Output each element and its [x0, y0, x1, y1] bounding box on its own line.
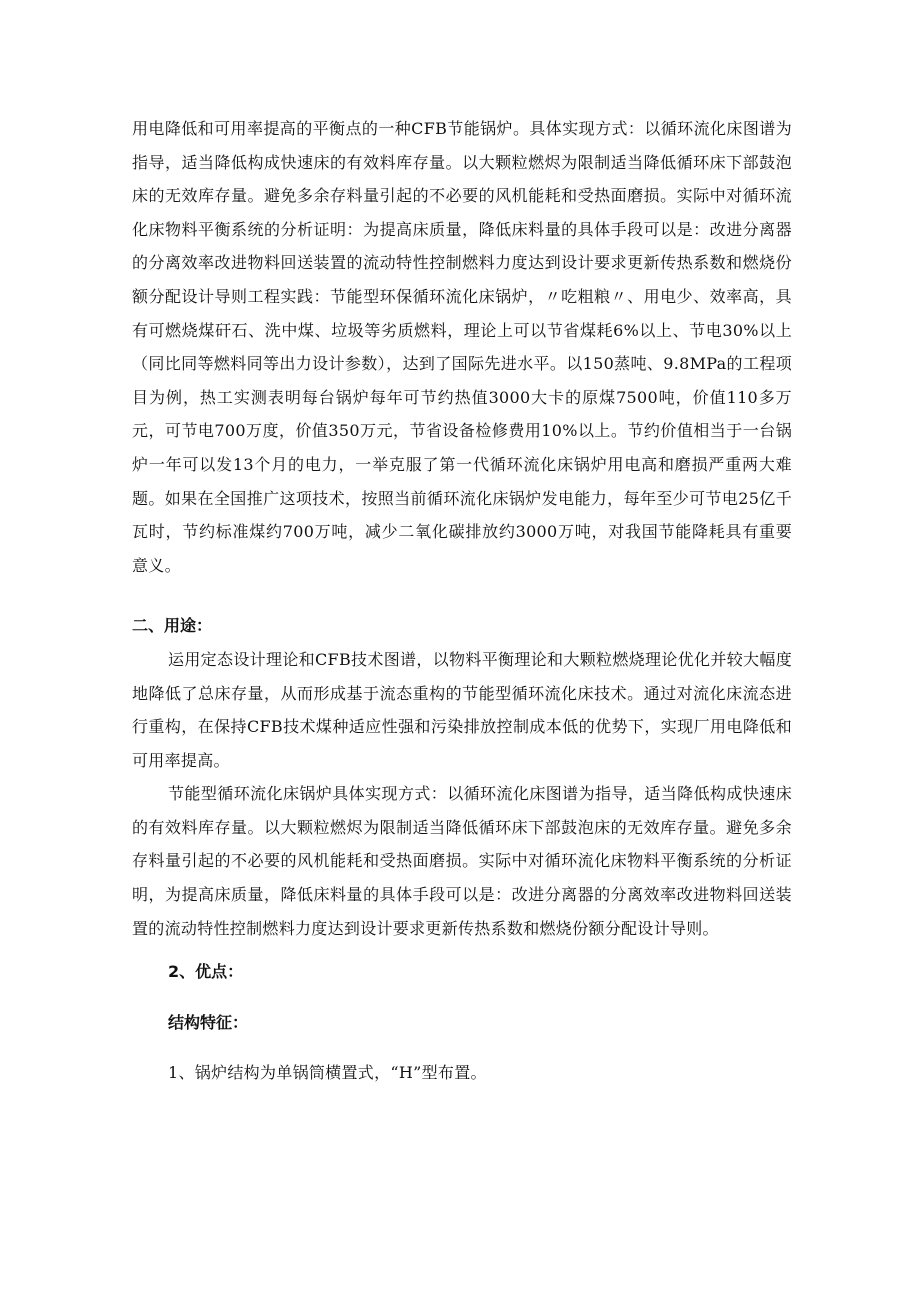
usage-paragraph-2: 节能型循环流化床锅炉具体实现方式：以循环流化床图谱为指导，适当降低构成快速床的有效料库存量。以大颗粒燃烬为限制适当降低循环床下部鼓泡床的无效库存量。避免多余存料量引起的不必要的风机能耗和受热面磨损。实际中对循环流化床物料平衡系统的分析证明，为提高床质量，降低床料量的具体手段可以是：改进分离器的分离效率改进物料回送装置的流动特性控制燃料力度达到设计要求更新传热系数和燃烧份额分配设计导则。 — [132, 784, 792, 938]
usage-paragraph-1: 运用定态设计理论和CFB技术图谱，以物料平衡理论和大颗粒燃烧理论优化并较大幅度地降低了总床存量，从而形成基于流态重构的节能型循环流化床技术。通过对流化床流态进行重构，在保持CFB技术煤种适应性强和污染排放控制成本低的优势下，实现厂用电降低和可用率提高。 — [132, 649, 792, 770]
advantages-heading: 2、优点： — [168, 962, 244, 982]
section-heading-usage: 二、用途： — [132, 616, 213, 636]
document-body — [132, 112, 792, 1090]
structure-item-1: 1、锅炉结构为单锅筒横置式，“H”型布置。 — [168, 1063, 487, 1083]
structure-heading: 结构特征： — [168, 1012, 249, 1032]
intro-paragraph: 用电降低和可用率提高的平衡点的一种CFB节能锅炉。具体实现方式：以循环流化床图谱为指导，适当降低构成快速床的有效料库存量。以大颗粒燃烬为限制适当降低循环床下部鼓泡床的无效库存量。避免多余存料量引起的不必要的风机能耗和受热面磨损。实际中对循环流化床物料平衡系统的分析证明：为提高床质量，降低床料量的具体手段可以是：改进分离器的分离效率改进物料回送装置的流动特性控制燃料力度达到设计要求更新传热系数和燃烧份额分配设计导则工程实践：节能型环保循环流化床锅炉，〃吃粗粮〃、用电少、效率高，具有可燃烧煤矸石、洗中煤、垃圾等劣质燃料，理论上可以节省煤耗6%以上、节电30%以上（同比同等燃料同等出力设计参数），达到了国际先进水平。以150蒸吨、9.8MPa的工程项目为例，热工实测表明每台锅炉每年可节约热值3000大卡的原煤7500吨，价值110多万元，可节电700万度，价值350万元，节省设备检修费用10%以上。节约价值相当于一台锅炉一年可以发13个月的电力，一举克服了第一代循环流化床锅炉用电高和磨损严重两大难题。如果在全国推广这项技术，按照当前循环流化床锅炉发电能力，每年至少可节电25亿千瓦时，节约标准煤约700万吨，减少二氧化碳排放约3000万吨，对我国节能降耗具有重要意义。 — [132, 119, 792, 575]
